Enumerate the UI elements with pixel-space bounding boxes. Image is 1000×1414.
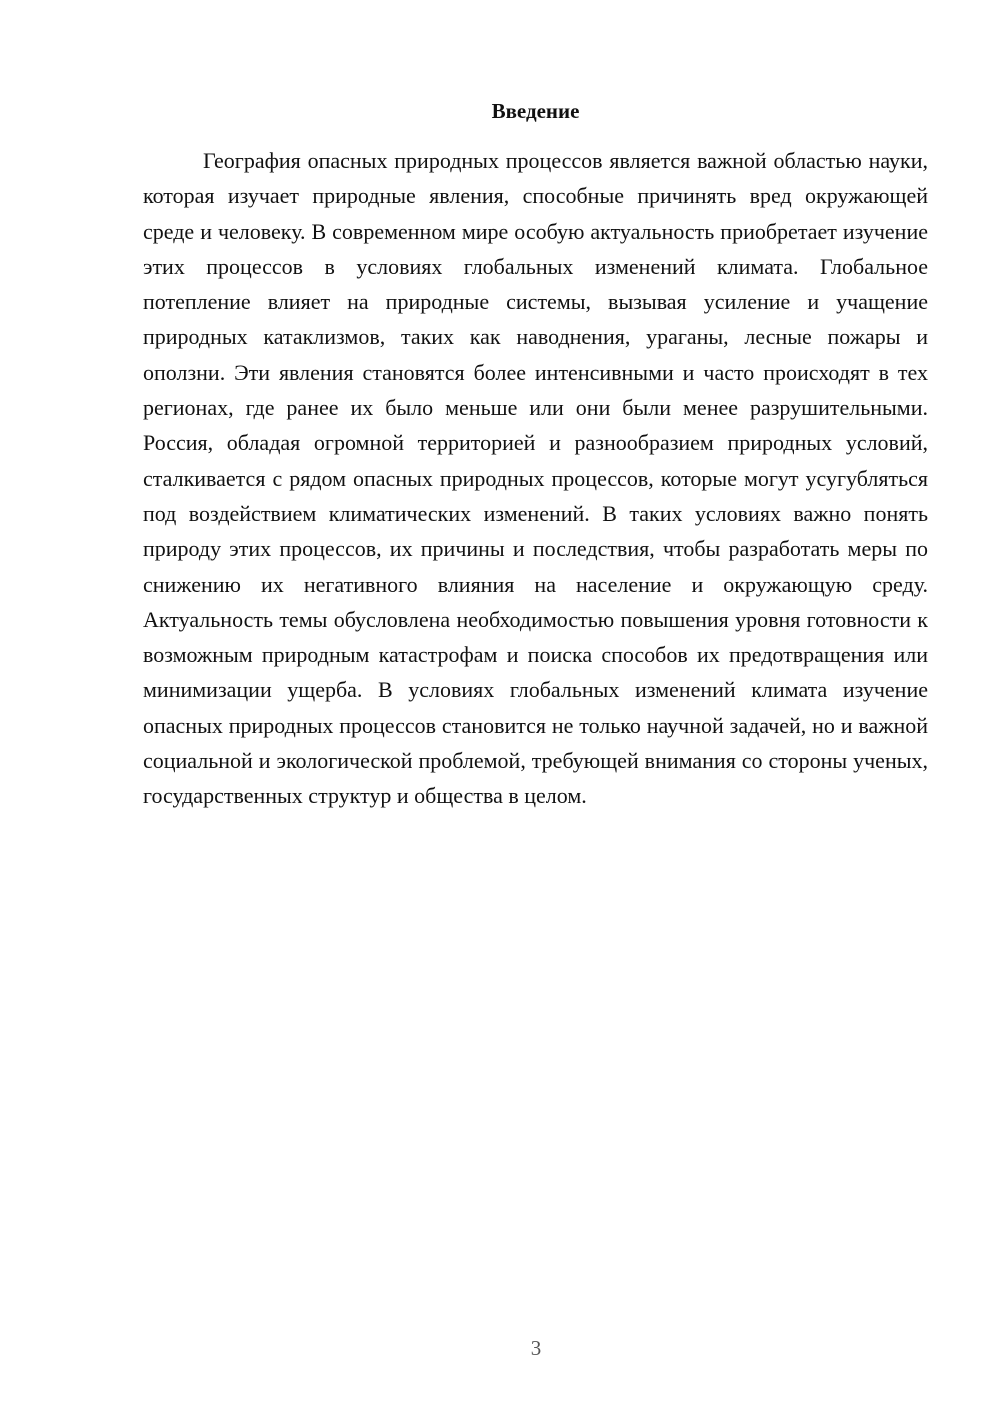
section-heading: Введение — [491, 99, 580, 123]
body-paragraph: География опасных природных процессов является важной областью науки, которая изучает природные явления, способные причинять вред окружающей среде и человеку. В современном мире особую актуальность приобретает изучение этих процессов в условиях глобальных изменений климата. Глобальное потепление влияет на природные системы, вызывая усиление и учащение природных катаклизмов, таких как наводнения, ураганы, лесные пожары и оползни. Эти явления становятся более интенсивными и часто происходят в тех регионах, где ранее их было меньше или они были менее разрушительными. Россия, обладая огромной территорией и разнообразием природных условий, сталкивается с рядом опасных природных процессов, которые могут усугубляться под воздействием климатических изменений. В таких условиях важно понять природу этих процессов, их причины и последствия, чтобы разработать меры по снижению их негативного влияния на население и окружающую среду. Актуальность темы обусловлена необходимостью повышения уровня готовности к возможным природным катастрофам и поиска способов их предотвращения или минимизации ущерба. В условиях глобальных изменений климата изучение опасных природных процессов становится не только научной задачей, но и важной социальной и экологической проблемой, требующей внимания со стороны ученых, государственных структур и общества в целом. — [143, 148, 928, 809]
page-number: 3 — [530, 1336, 542, 1360]
